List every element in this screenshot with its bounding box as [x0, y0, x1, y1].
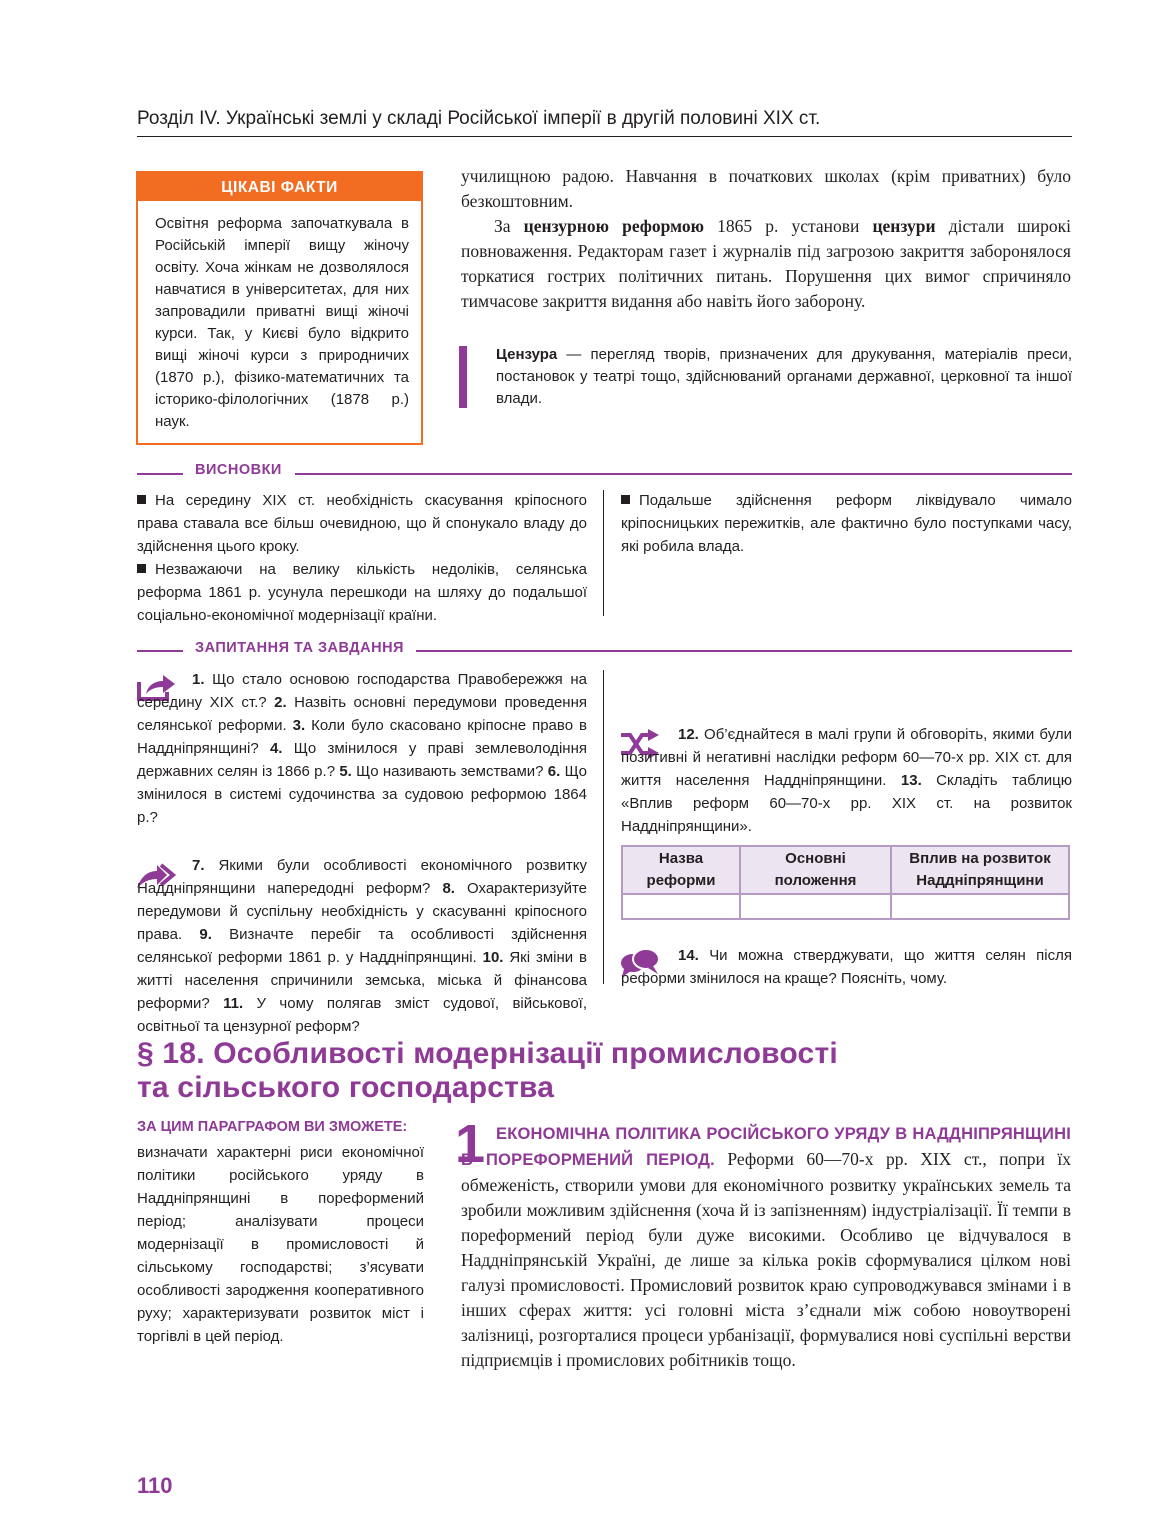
facts-box: [136, 171, 423, 445]
column-divider: [603, 490, 604, 616]
text-run: дістали широкі повноваження. Редакторам газет і журналів під загрозою закриття заборонялося торкатися гострих політичних питань. Порушення цих вимог спричиняло тимчасове закриття видання або навіть його заборону.: [461, 216, 1071, 311]
question-number: 4.: [269, 740, 283, 757]
column-divider: [603, 670, 604, 984]
section-rule: [295, 473, 1072, 475]
question-text: Назвіть основні передумови проведення селянської реформи.: [137, 694, 587, 734]
list-item: [621, 489, 1072, 558]
table-cell[interactable]: [740, 894, 891, 919]
question-text: Що називають земствами?: [351, 763, 548, 780]
section-1-text: [461, 1121, 1071, 1373]
list-item: [137, 558, 587, 627]
table-cell[interactable]: [622, 894, 740, 919]
text-run: За: [494, 216, 524, 236]
table-header: Вплив на розвиток Наддніпрянщини: [891, 846, 1069, 894]
reform-table: [621, 845, 1070, 920]
section-number: 1: [455, 1114, 486, 1174]
question-number: 3.: [292, 717, 306, 734]
table-header-row: [622, 846, 1069, 894]
conclusions-left: [137, 489, 587, 627]
facts-text: Освітня реформа започаткувала в Російській імперії вищу жіночу освіту. Хоча жінкам не дозволялося навчатися в університетах, для них запровадили приватні вищі жіночі курси. Так, у Києві було відкрито вищі жіночі курси з природничих (1870 р.), фізико-математичних та історико-філологічних (1878 р.) наук.: [155, 215, 409, 430]
question-text: Визначте перебіг та особливості здійснення селянської реформи 1861 р. у Наддніпрянщині.: [137, 926, 587, 966]
intro-text: [461, 164, 1071, 314]
list-item-text: На середину XIX ст. необхідність скасування кріпосного права ставала все більш очевидною, що й спонукало владу до здійснення цього кроку.: [137, 492, 587, 555]
questions-block-1: [137, 668, 587, 829]
goals-text: визначати характерні риси економічної політики російського уряду в Наддніпрянщині в пореформений період; аналізувати процеси модернізації в промисловості й сільському господарстві; з’ясувати особливості зародження кооперативного руху; характеризувати розвиток міст і торгівлі в цей період.: [137, 1144, 424, 1345]
question-number: 12.: [678, 726, 699, 743]
list-item-text: Незважаючи на велику кількість недоліків, селянська реформа 1861 р. усунула перешкоди на шляху до подальшої соціально-економічної модернізації країни.: [137, 561, 587, 624]
paragraph-title-line: § 18. Особливості модернізації промисловості: [137, 1037, 838, 1070]
section-heading: ЕКОНОМІЧНА ПОЛІТИКА РОСІЙСЬКОГО УРЯДУ В НАДДНІПРЯНЩИНІ В ПОРЕФОРМЕНИЙ ПЕРІОД.: [461, 1125, 1071, 1169]
bold-term: цензурною реформою: [523, 216, 704, 236]
section-rule: [137, 650, 183, 652]
section-rule: [416, 650, 1072, 652]
question-text: Коли було скасовано кріпосне право в Наддніпрянщині?: [137, 717, 588, 757]
list-item: [137, 489, 587, 558]
paragraph-title: [137, 1037, 838, 1105]
table-header: Назва реформи: [622, 846, 740, 894]
question-text: Що стало основою господарства Правобережжя на середину XIX ст.?: [137, 671, 587, 711]
question-number: 14.: [678, 947, 699, 964]
question-text: Охарактеризуйте передумови й суспільну необхідність у скасуванні кріпосного права.: [137, 880, 587, 943]
intro-paragraph-2: [461, 214, 1071, 314]
questions-block-4: [621, 944, 1072, 990]
table-row: [622, 894, 1069, 919]
table-cell[interactable]: [891, 894, 1069, 919]
header-rule: [137, 136, 1072, 137]
facts-title: ЦІКАВІ ФАКТИ: [138, 173, 421, 201]
text-run: 1865 р. установи: [703, 216, 873, 236]
bullet-icon: [137, 495, 146, 504]
questions-label: ЗАПИТАННЯ ТА ЗАВДАННЯ: [195, 640, 404, 656]
table-header: Основні положення: [740, 846, 891, 894]
question-text: Які зміни в житті населення спричинили земська, міська й фінансова реформи?: [137, 949, 587, 1012]
question-text: Чи можна стверджувати, що життя селян після реформи змінилося на краще? Поясніть, чому.: [621, 947, 1072, 987]
question-text: Складіть таблицю «Вплив реформ 60—70-х рр. XIX ст. на розвиток Наддніпрянщини».: [621, 772, 1072, 835]
page-number: 110: [137, 1473, 173, 1498]
question-number: 1.: [192, 671, 205, 688]
question-number: 10.: [482, 949, 504, 966]
question-number: 11.: [223, 995, 244, 1012]
bold-term: цензури: [872, 216, 936, 236]
list-item-text: Подальше здійснення реформ ліквідувало чимало кріпосницьких пережитків, але фактично було поступками часу, які робила влада.: [621, 492, 1072, 555]
question-number: 7.: [192, 857, 205, 874]
definition-text: — перегляд творів, призначених для друкування, матеріалів преси, постановок у театрі тощо, здійснюваний органами державної, церковної та іншої влади.: [496, 346, 1072, 407]
conclusions-right: [621, 489, 1072, 558]
question-text: У чому полягав зміст судової, військової, освітньої та цензурної реформ?: [137, 995, 587, 1035]
question-number: 13.: [900, 772, 922, 789]
section-rule: [137, 473, 183, 475]
bullet-icon: [621, 495, 630, 504]
question-number: 2.: [274, 694, 287, 711]
goals-label: ЗА ЦИМ ПАРАГРАФОМ ВИ ЗМОЖЕТЕ:: [137, 1119, 408, 1135]
question-number: 8.: [442, 880, 455, 897]
question-text: Об’єднайтеся в малі групи й обговоріть, якими були позитивні й негативні наслідки реформ 60—70-х рр. XIX ст. для життя населення Наддніпрянщини.: [621, 726, 1072, 789]
section-body: Реформи 60—70-х рр. XIX ст., попри їх обмеженість, створили умови для економічного розвитку українських земель та зробили можливим здійснення (хоча й із запізненням) індустріалізації. Її темпи в пореформений період були дуже високими. Особливо це відчувалося в Наддніпрянській Україні, де лише за кілька років сформувалися цілком нові галузі промисловості. Промисловий розвиток краю супроводжувався змінами і в інших сферах життя: усі головні міста з’єднали між собою новоутворені залізниці, розгорталися процеси урбанізації, формувалися нові суспільні верстви підприємців і промислових робітників тощо.: [461, 1149, 1071, 1370]
question-number: 5.: [339, 763, 352, 780]
question-number: 6.: [547, 763, 561, 780]
question-text: Якими були особливості економічного розвитку Наддніпрянщини напередодні реформ?: [137, 857, 587, 897]
question-text: Що змінилося в системі судочинства за судовою реформою 1864 р.?: [137, 763, 587, 826]
conclusions-label: ВИСНОВКИ: [195, 462, 282, 478]
definition-bar: [459, 346, 467, 408]
questions-block-3: [621, 723, 1072, 838]
definition-term: Цензура: [496, 346, 558, 363]
paragraph-title-line: та сільського господарства: [137, 1071, 555, 1104]
definition: [496, 344, 1072, 410]
intro-paragraph-1: училищною радою. Навчання в початкових школах (крім приватних) було безкоштовним.: [461, 166, 1071, 211]
bullet-icon: [137, 564, 146, 573]
questions-block-2: [137, 854, 587, 1038]
question-number: 9.: [199, 926, 212, 943]
question-text: Що змінилося у праві землеволодіння державних селян із 1866 р.?: [137, 740, 587, 780]
running-head: Розділ IV. Українські землі у складі Російської імперії в другій половині XIX ст.: [137, 108, 821, 129]
